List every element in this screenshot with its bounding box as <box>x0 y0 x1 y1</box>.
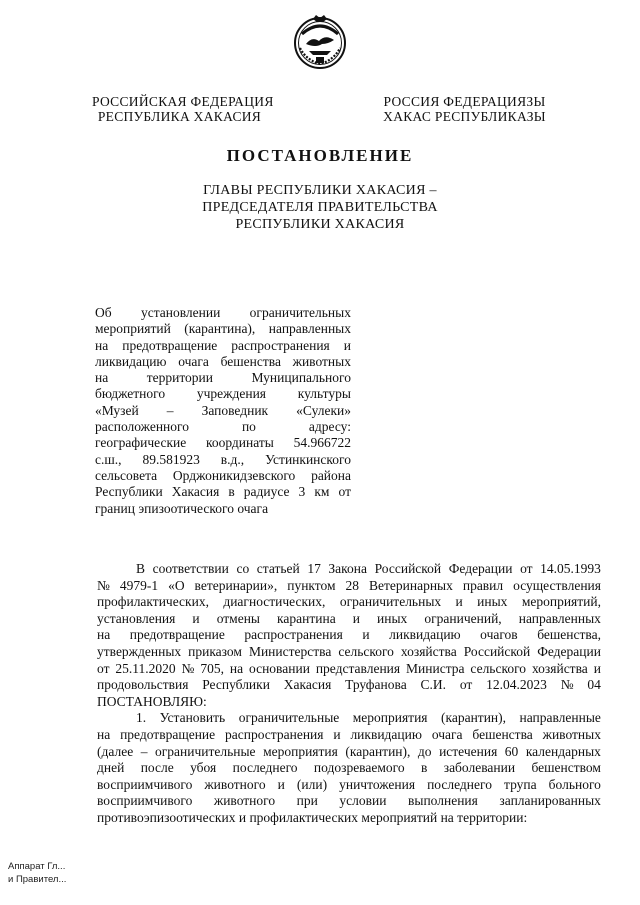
title-line: Республики Хакасия в радиусе 3 км от <box>95 484 351 500</box>
coat-of-arms-emblem <box>292 14 348 70</box>
body-line: восприимчивого животного и (или) уничтожения последнего трупа больного <box>97 776 601 792</box>
body-line: 1. Установить ограничительные мероприятия (карантин), направленные <box>136 710 601 726</box>
header-right-line: РОССИЯ ФЕДЕРАЦИЯЗЫ <box>383 94 546 109</box>
title-line: мероприятий (карантина), направленных <box>95 321 351 337</box>
issuer-line: РЕСПУБЛИКИ ХАКАСИЯ <box>235 217 405 232</box>
title-line: «Музей – Заповедник «Сулеки» <box>95 402 351 418</box>
body-line: противоэпизоотических и профилактических мероприятий на территории: <box>97 809 528 825</box>
body-line: № 4979-1 «О ветеринарии», пунктом 28 Ветеринарных правил осуществления <box>97 577 601 593</box>
stamp-line: и Правител... <box>8 874 67 885</box>
issuer-line: ПРЕДСЕДАТЕЛЯ ПРАВИТЕЛЬСТВА <box>202 200 438 215</box>
body-line: продовольствия Республики Хакасия Труфанова С.И. от 12.04.2023 № 04 <box>97 677 601 693</box>
issuer-line: ГЛАВЫ РЕСПУБЛИКИ ХАКАСИЯ – <box>203 183 437 198</box>
body-line: установления и отмены карантина и иных ограничений, направленных <box>97 610 601 626</box>
title-line: расположенного по адресу: <box>95 419 351 435</box>
issuer-block <box>0 182 640 233</box>
body-line: от 25.11.2020 № 705, на основании представления Министра сельского хозяйства и <box>97 660 601 676</box>
title-line: Об установлении ограничительных <box>95 305 351 320</box>
title-line: границ эпизоотического очага <box>95 500 269 516</box>
body-line: утвержденных приказом Министерства сельского хозяйства Российской Федерации <box>97 643 601 659</box>
body-line: на предотвращение распространения и ликвидацию очага бешенства животных <box>97 726 601 742</box>
title-line: ликвидацию очага бешенства животных <box>95 353 351 369</box>
header-left-line: РЕСПУБЛИКА ХАКАСИЯ <box>97 109 262 124</box>
header-right-line: ХАКАС РЕСПУБЛИКАЗЫ <box>383 109 546 124</box>
resolution-title <box>95 305 351 517</box>
body-line: В соответствии со статьей 17 Закона Российской Федерации от 14.05.1993 <box>136 561 601 576</box>
header-right <box>382 94 547 124</box>
title-line: с.ш., 89.581923 в.д., Устинкинского <box>95 451 351 467</box>
body-line: восприимчивого животного при условии выполнения запланированных <box>97 793 601 809</box>
header-left-line: РОССИЙСКАЯ ФЕДЕРАЦИЯ <box>92 94 274 109</box>
body-line: дней после убоя последнего подозреваемого в заболевании бешенством <box>97 760 601 776</box>
title-line: географические координаты 54.966722 <box>95 435 351 451</box>
title-line: сельсовета Орджоникидзевского района <box>95 467 351 483</box>
header-left <box>92 94 274 124</box>
office-stamp <box>8 860 66 886</box>
resolution-body <box>97 561 601 827</box>
title-line: на территории Муниципального <box>95 370 351 386</box>
body-line: ПОСТАНОВЛЯЮ: <box>97 693 207 709</box>
body-line: на предотвращение распространения и ликвидацию очагов бешенства, <box>97 627 601 643</box>
body-line: профилактических, диагностических, ограничительных и иных мероприятий, <box>97 594 601 610</box>
stamp-line: Аппарат Гл... <box>8 861 66 872</box>
title-line: на предотвращение распространения и <box>95 337 351 353</box>
body-line: (далее – ограничительные мероприятия (карантин), до истечения 60 календарных <box>97 743 601 759</box>
document-type: ПОСТАНОВЛЕНИЕ <box>226 146 414 165</box>
title-line: бюджетного учреждения культуры <box>95 386 351 402</box>
